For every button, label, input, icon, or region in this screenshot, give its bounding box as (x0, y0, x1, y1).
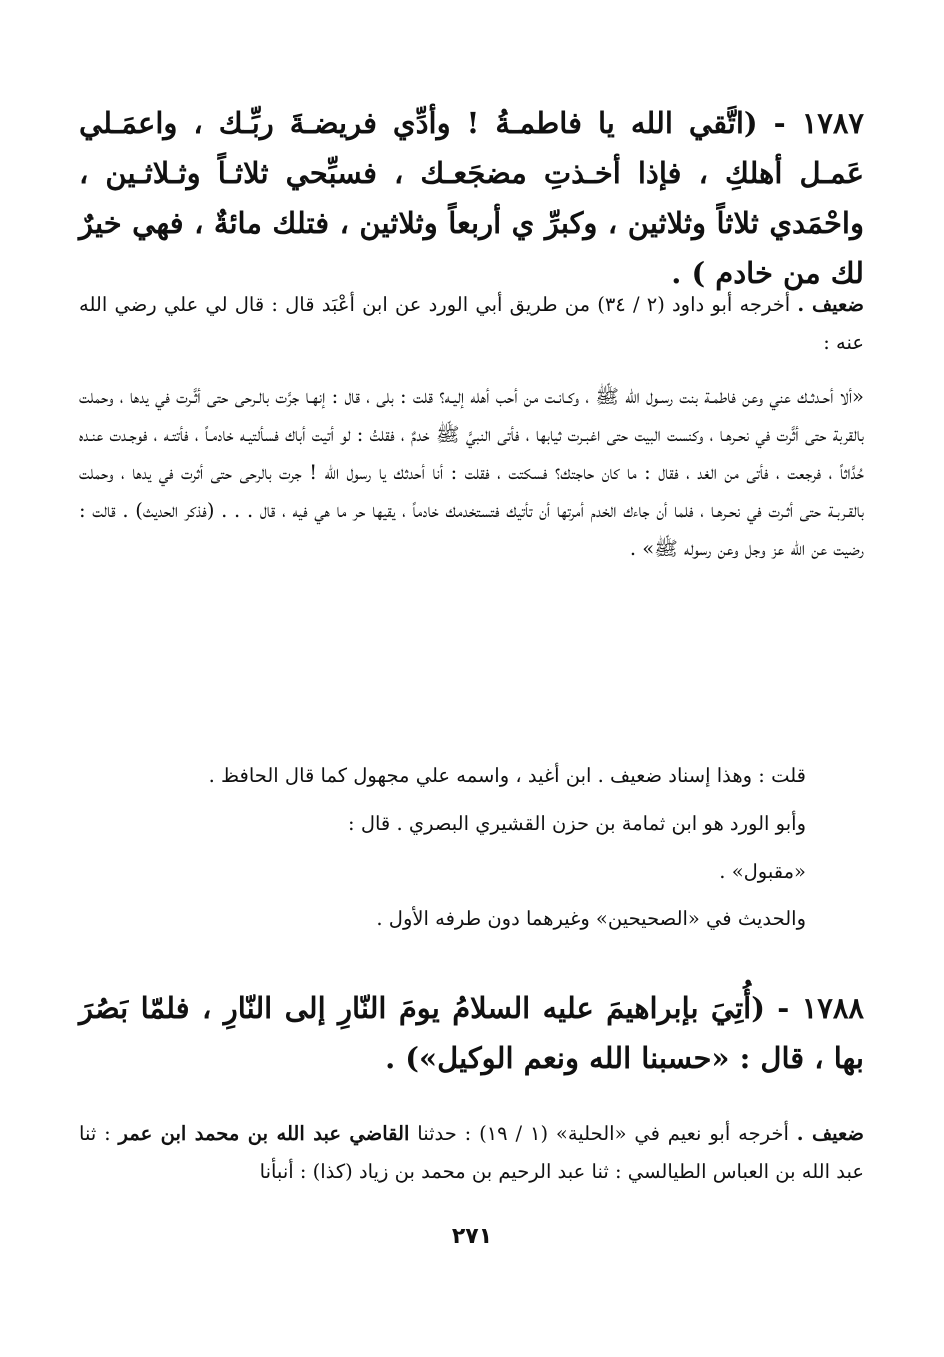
hadith-text: - (أُتِيَ بإبراهيمَ عليه السلامُ يومَ النّارِ إلى النّارِ ، فلمّا بَصُرَ بها ، قال : «حسبنا الله ونعم الوكيل») . (79, 991, 864, 1075)
hadith-1788 (79, 983, 864, 1083)
note-line-4: والحديث في «الصحيحين» وغيرهما دون طرفه الأول . (376, 907, 806, 930)
page-number: ٢٧١ (451, 1224, 493, 1249)
hadith-number: ١٧٨٧ (801, 106, 864, 140)
takhrij-text-rest: : ثنا عبد الله بن العباس الطيالسي : ثنا عبد الرحيم بن محمد بن زياد (كذا) : أنبأنا (79, 1122, 864, 1183)
grade-label: ضعيف . (797, 293, 864, 316)
takhrij-1787 (79, 286, 864, 362)
grade-label: ضعيف . (796, 1122, 864, 1145)
takhrij-text: أخرجه أبو داود (٢ / ٣٤) من طريق أبي الورد عن ابن أعْبَد قال : قال لي علي رضي الله عنه : (79, 293, 864, 354)
hadith-number: ١٧٨٨ (801, 991, 864, 1025)
note-line-3: «مقبول» . (719, 860, 806, 883)
hadith-1787 (79, 98, 864, 298)
hadith-text: - (اتَّقي الله يا فاطمـةُ ! وأدِّي فريضـةَ ربِّـك ، واعمَـلي عَمـل أهلكِ ، فإذا أخـذتِ مضجَعـك ، فسبِّحي ثلاثـاً وثـلاثـين ، واحْمَدي ثلاثاً وثلاثين ، وكبرِّ ي أربعاً وثلاثين ، فتلك مائةٌ ، فهي خيرٌ لك من خادم ) . (79, 106, 864, 290)
note-line-2: وأبو الورد هو ابن ثمامة بن حزن القشيري البصري . قال : (348, 812, 806, 835)
note-line-1: قلت : وهذا إسناد ضعيف . ابن أغيد ، واسمه علي مجهول كما قال الحافظ . (208, 764, 806, 787)
takhrij-1788 (79, 1115, 864, 1191)
takhrij-text: أخرجه أبو نعيم في «الحلية» (١ / ١٩) : حدثنا (409, 1122, 797, 1145)
quoted-narration: «ألا أحـدثـك عني وعن فاطمـة بنت رسـول الله ﷺ ، وكـانـت من أحب أهله إليـه؟ قلت : بلى ، قال : إنهـا جرَّت بالـرحى حتى أثَّـرت في يدها ، وحملت بالقربة حتى أثَّرت في نحـرهـا ، وكنست البيت حتى اغبـرت ثيابها ، فأتى النبيَّ ﷺ خدمٌ ، فقلتُ : لو أتيت أباك فسألتيـه خادمـاً ، فأتتـه ، فوجـدت عنـده حُدَّاثاً ، فرجعت ، فأتى من الغد ، فقال : ما كان حاجتك؟ فسكتت ، فقلت : أنا أحدثك يا رسول الله ! جرت بالرحى حتى أثرت في يدها ، وحملت بالقـربـة حتى أثـرت في نحـرهـا ، فلما أن جاءك الخدم أمرتها أن تأتيك فتستخدمك خادماً ، يقيها حر ما هي فيه ، قال . . . (فذكر الحديث) . قالت : رضيت عن الله عز وجل وعن رسوله ﷺ» . (79, 385, 864, 560)
narrator-name: القاضي عبد الله بن محمد ابن عمر (118, 1122, 410, 1145)
